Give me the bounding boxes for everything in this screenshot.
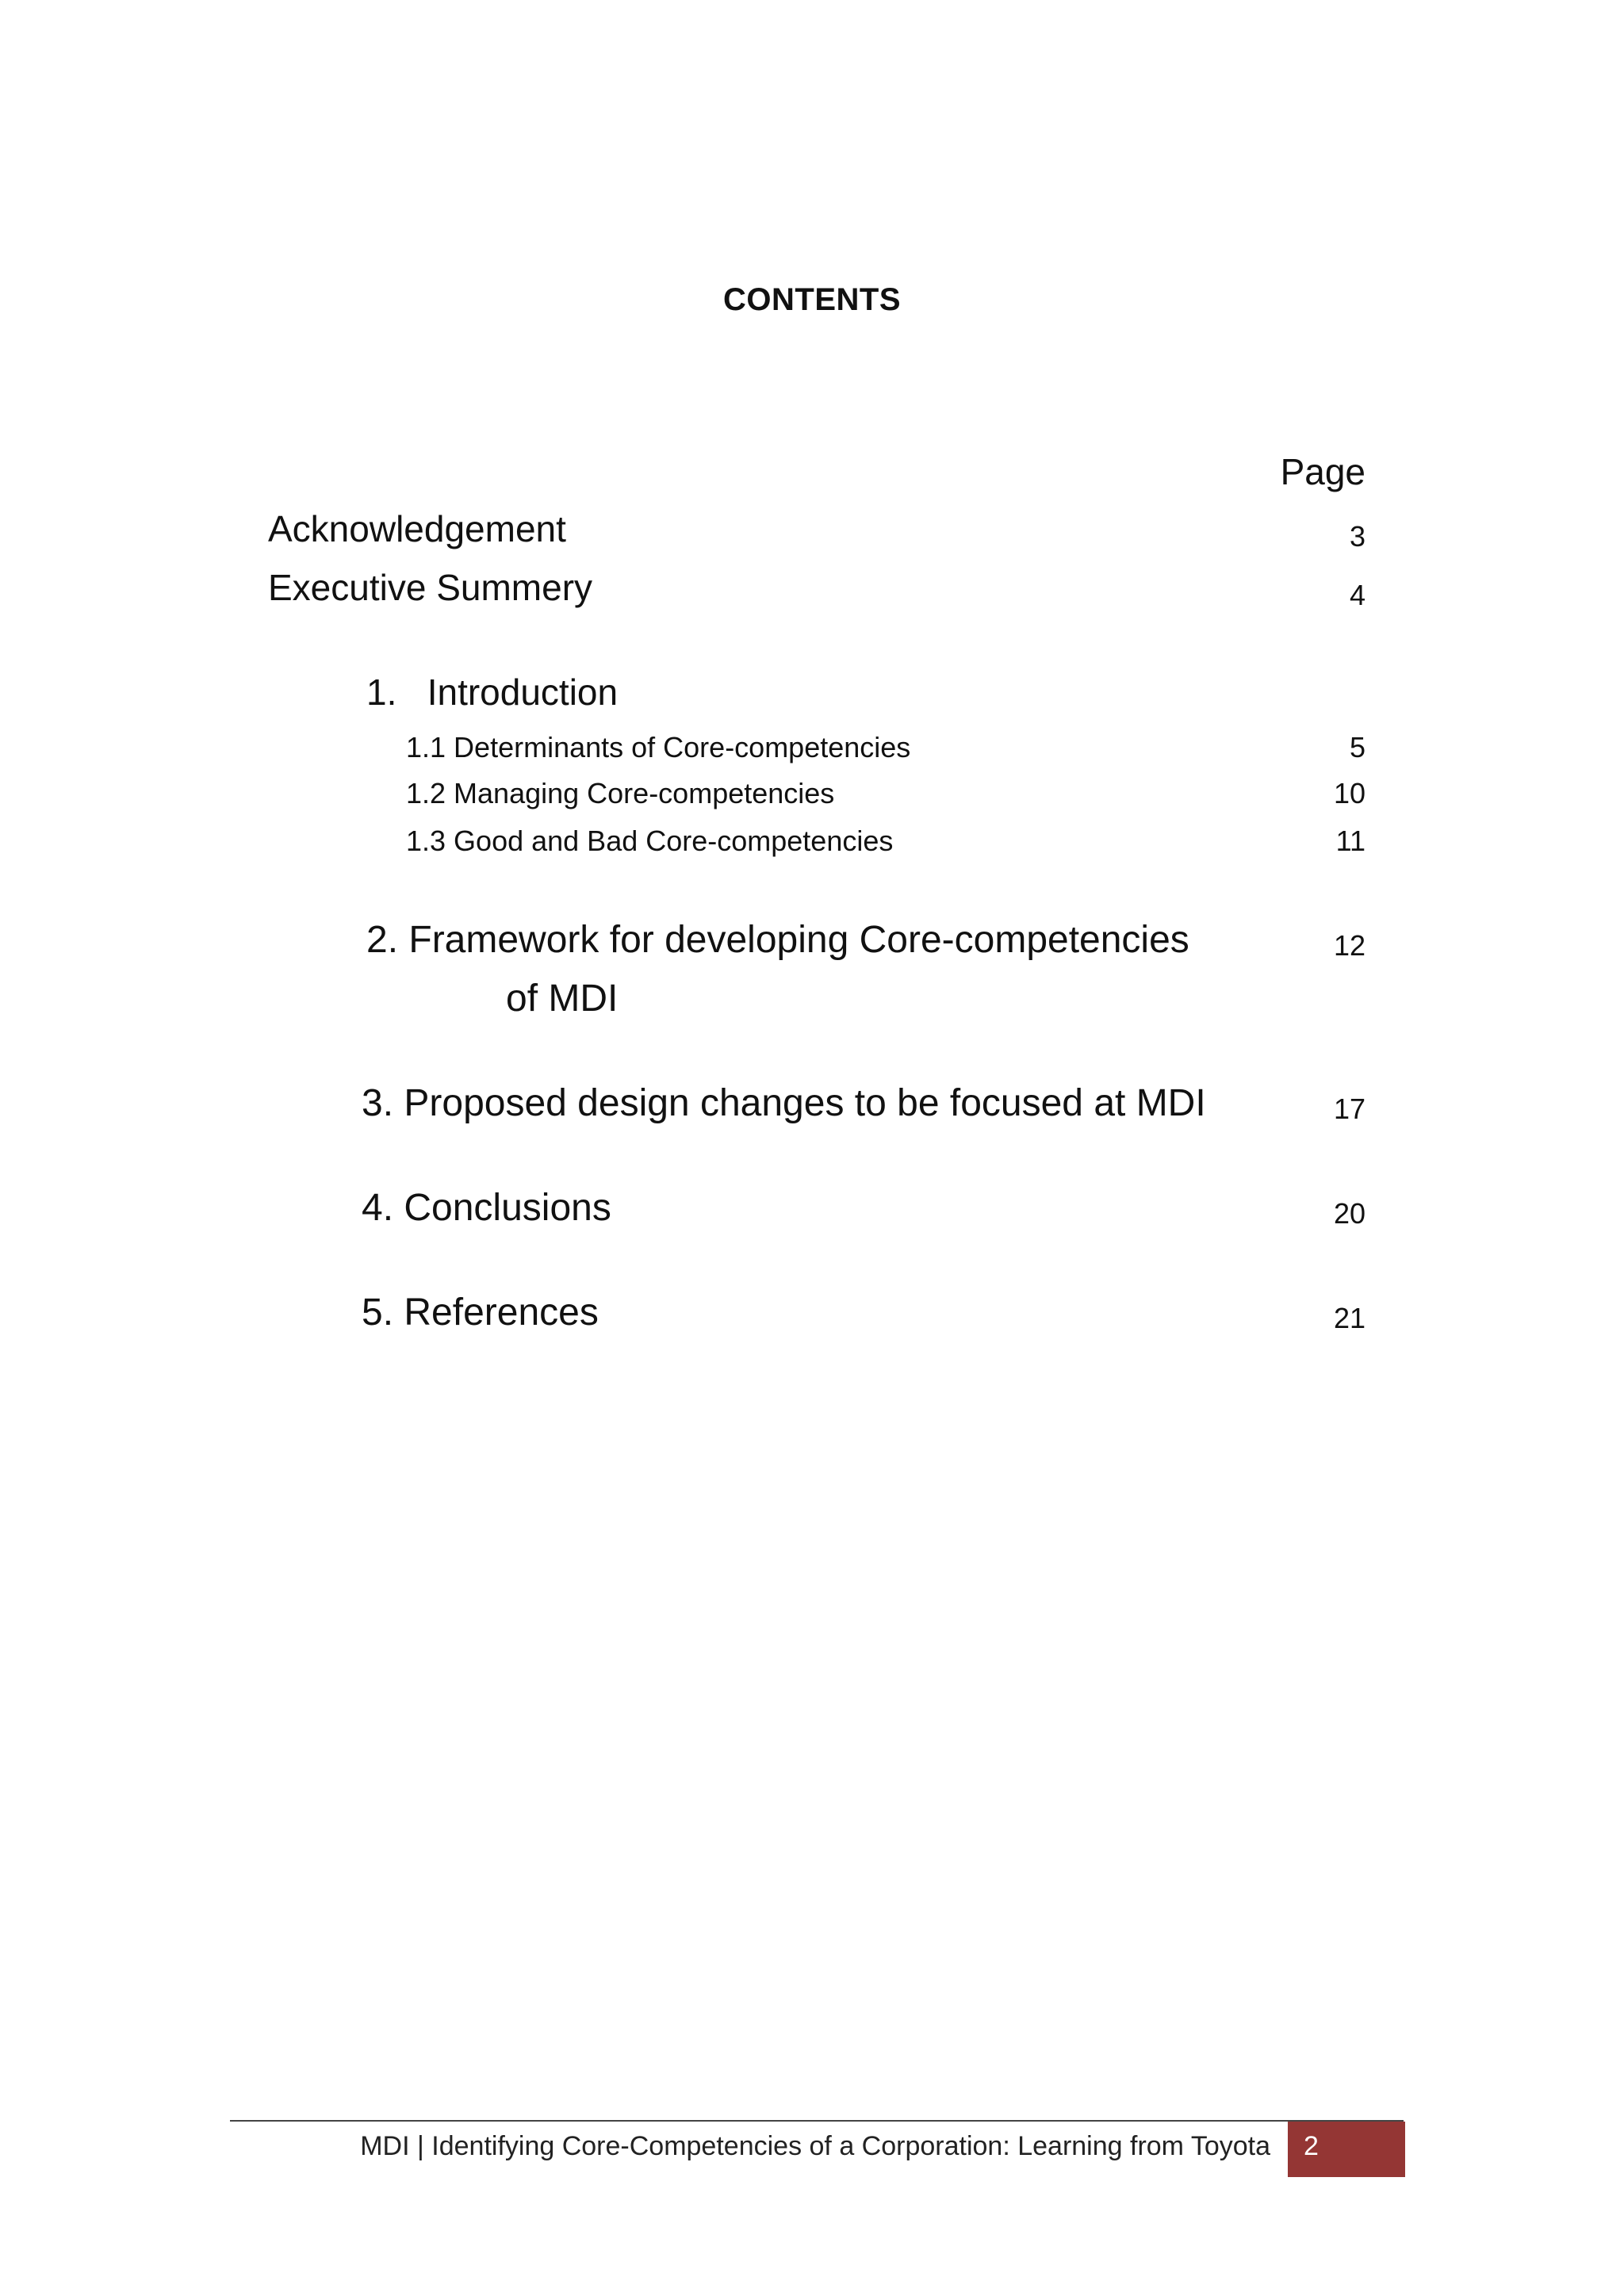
toc-page-acknowledgement: 3 [1349, 520, 1365, 553]
footer-page-number: 2 [1304, 2131, 1319, 2161]
toc-entry-acknowledgement: Acknowledgement [268, 508, 566, 549]
toc-page-1-2: 10 [1333, 777, 1365, 809]
toc-entry-executive-summary: Executive Summery [268, 567, 593, 608]
toc-section-introduction: 1. Introduction [366, 672, 619, 713]
toc-section-conclusions: 4. Conclusions [362, 1187, 611, 1229]
toc-section-references: 5. References [362, 1292, 599, 1334]
toc-page-1-1: 5 [1349, 731, 1365, 763]
toc-section-framework-line2: of MDI [506, 978, 619, 1020]
toc-page-framework: 12 [1333, 929, 1365, 962]
toc-page-executive-summary: 4 [1349, 579, 1365, 611]
toc-subsection-1-1: 1.1 Determinants of Core-competencies [406, 731, 911, 763]
toc-page-1-3: 11 [1335, 825, 1365, 857]
page-column-header: Page [1280, 451, 1365, 492]
contents-title: CONTENTS [723, 282, 901, 317]
toc-section-proposed-design: 3. Proposed design changes to be focused at MDI [362, 1082, 1206, 1124]
footer-divider [230, 2120, 1404, 2122]
toc-page-conclusions: 20 [1333, 1197, 1365, 1230]
toc-section-framework: 2. Framework for developing Core-competencies [366, 919, 1189, 961]
toc-subsection-1-2: 1.2 Managing Core-competencies [406, 777, 835, 809]
footer-title: MDI | Identifying Core-Competencies of a Corporation: Learning from Toyota [360, 2131, 1270, 2161]
toc-subsection-1-3: 1.3 Good and Bad Core-competencies [406, 825, 894, 857]
footer-page-badge [1288, 2122, 1405, 2177]
toc-page-proposed-design: 17 [1333, 1093, 1365, 1125]
toc-page-references: 21 [1333, 1302, 1365, 1334]
